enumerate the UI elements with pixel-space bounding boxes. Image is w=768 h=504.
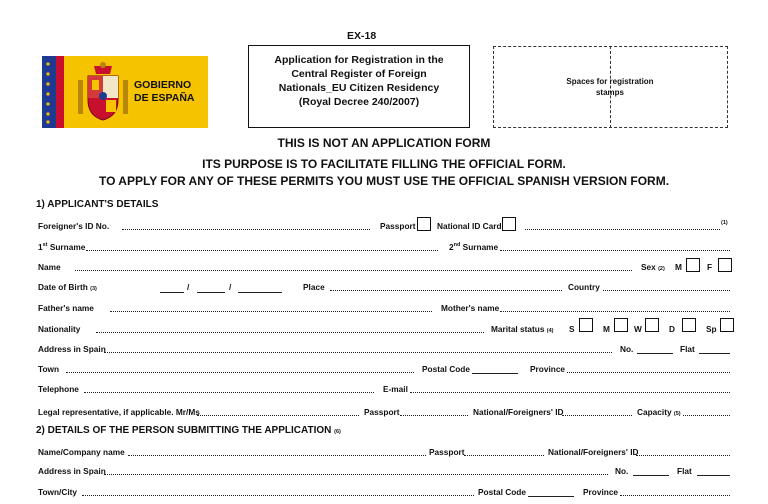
passport-checkbox[interactable]: [417, 217, 431, 231]
second-surname-sup: nd: [453, 242, 461, 249]
second-surname-label: [449, 242, 498, 252]
note-4: (4): [546, 328, 554, 334]
name-label: Name: [38, 262, 61, 272]
dob-slash-1: /: [187, 282, 190, 292]
marital-divorced-checkbox[interactable]: [682, 318, 696, 332]
marital-single-label: S: [569, 324, 575, 334]
coat-of-arms-icon: [74, 60, 132, 124]
section-1-title: 1) APPLICANT'S DETAILS: [36, 199, 159, 210]
postal-code-field[interactable]: [472, 373, 518, 374]
form-code: EX-18: [347, 30, 377, 42]
town-label: Town: [38, 364, 60, 374]
marital-widowed-label: W: [634, 324, 642, 334]
dob-label: [38, 282, 97, 292]
province-field[interactable]: [567, 372, 730, 373]
marital-divorced-label: D: [669, 324, 675, 334]
first-surname-text: Surname: [47, 242, 86, 252]
marital-status-text: Marital status: [491, 324, 545, 334]
second-surname-field[interactable]: [500, 250, 730, 251]
dob-month-field[interactable]: [197, 292, 225, 293]
note-1: (1): [721, 220, 728, 226]
note-2: (2): [658, 266, 665, 272]
dob-day-field[interactable]: [160, 292, 184, 293]
mothers-name-field[interactable]: [500, 311, 730, 312]
address-no-field[interactable]: [637, 353, 673, 354]
flat-label: Flat: [680, 344, 695, 354]
submitter-postal-code-label: Postal Code: [478, 487, 526, 497]
female-checkbox[interactable]: [718, 258, 732, 272]
foreigners-id-label: Foreigner's ID No.: [38, 221, 110, 231]
notice-official-version: TO APPLY FOR ANY OF THESE PERMITS YOU MUST USE THE OFFICIAL SPANISH VERSION FORM.: [98, 174, 670, 188]
company-name-field[interactable]: [128, 455, 426, 456]
first-surname-sup: st: [42, 242, 48, 249]
section-2-title-text: 2) DETAILS OF THE PERSON SUBMITTING THE APPLICATION: [36, 425, 332, 436]
dob-text: Date of Birth: [38, 282, 88, 292]
id-document-number-field[interactable]: [525, 229, 720, 230]
stamp-label-line-1: Spaces for registration: [566, 77, 654, 86]
dob-slash-2: /: [229, 282, 232, 292]
submitter-flat-label: Flat: [677, 466, 692, 476]
female-label: F: [707, 262, 713, 272]
place-field[interactable]: [330, 290, 562, 291]
eu-flag-stripe-icon: [42, 56, 64, 128]
government-name: [134, 79, 206, 105]
submitter-postal-code-field[interactable]: [528, 496, 574, 497]
legal-rep-national-id-field[interactable]: [562, 415, 632, 416]
country-field[interactable]: [603, 290, 730, 291]
notice-purpose: ITS PURPOSE IS TO FACILITATE FILLING THE OFFICIAL FORM.: [202, 157, 566, 171]
capacity-text: Capacity: [637, 407, 672, 417]
submitter-national-id-label: National/Foreigners' ID: [548, 447, 639, 457]
telephone-label: Telephone: [38, 384, 79, 394]
government-line-1: GOBIERNO: [134, 79, 192, 91]
address-field[interactable]: [104, 352, 612, 353]
name-field[interactable]: [75, 270, 632, 271]
sex-label: [641, 262, 665, 272]
email-field[interactable]: [410, 392, 730, 393]
foreigners-id-field[interactable]: [122, 229, 370, 230]
section-2-title: [36, 425, 341, 436]
marital-widowed-checkbox[interactable]: [645, 318, 659, 332]
submitter-town-field[interactable]: [82, 495, 474, 496]
legal-rep-passport-field[interactable]: [400, 415, 468, 416]
note-6: (6): [334, 429, 341, 435]
marital-status-label: [491, 324, 554, 334]
mothers-name-label: Mother's name: [441, 303, 500, 313]
second-surname-num: 2: [449, 242, 454, 252]
submitter-address-field[interactable]: [104, 474, 608, 475]
postal-code-label: Postal Code: [422, 364, 470, 374]
national-id-card-checkbox[interactable]: [502, 217, 516, 231]
title-line-2: Central Register of Foreign: [291, 68, 427, 80]
first-surname-field[interactable]: [86, 250, 438, 251]
national-id-card-label: National ID Card: [437, 221, 502, 231]
passport-label: Passport: [380, 221, 416, 231]
telephone-field[interactable]: [84, 392, 374, 393]
submitter-no-field[interactable]: [633, 475, 669, 476]
dob-year-field[interactable]: [238, 292, 282, 293]
legal-rep-national-id-label: National/Foreigners' ID: [473, 407, 564, 417]
submitter-no-label: No.: [615, 466, 629, 476]
marital-separated-label: Sp: [706, 324, 717, 334]
town-field[interactable]: [66, 372, 414, 373]
government-line-2: DE ESPAÑA: [134, 92, 195, 104]
capacity-label: [637, 407, 681, 417]
marital-single-checkbox[interactable]: [579, 318, 593, 332]
submitter-province-field[interactable]: [620, 495, 730, 496]
address-no-label: No.: [620, 344, 634, 354]
country-label: Country: [568, 282, 600, 292]
submitter-address-label: Address in Spain: [38, 466, 106, 476]
capacity-field[interactable]: [683, 415, 730, 416]
flat-field[interactable]: [699, 353, 730, 354]
email-label: E-mail: [383, 384, 408, 394]
fathers-name-label: Father's name: [38, 303, 94, 313]
title-line-4: (Royal Decree 240/2007): [298, 96, 420, 108]
submitter-province-label: Province: [583, 487, 619, 497]
first-surname-num: 1: [38, 242, 43, 252]
notice-not-application: THIS IS NOT AN APPLICATION FORM: [277, 136, 491, 150]
stamp-label: [560, 76, 660, 98]
submitter-flat-field[interactable]: [697, 475, 730, 476]
nationality-label: Nationality: [38, 324, 81, 334]
province-label: Province: [530, 364, 566, 374]
nationality-field[interactable]: [96, 332, 484, 333]
title-line-1: Application for Registration in the: [274, 54, 444, 66]
company-name-label: Name/Company name: [38, 447, 125, 457]
application-title: [250, 53, 468, 109]
submitter-passport-label: Passport: [429, 447, 465, 457]
submitter-town-label: Town/City: [38, 487, 78, 497]
stamp-label-line-2: stamps: [595, 88, 624, 97]
legal-rep-label: Legal representative, if applicable. Mr/Ms: [38, 407, 200, 417]
submitter-passport-field[interactable]: [464, 455, 544, 456]
marital-separated-checkbox[interactable]: [720, 318, 734, 332]
legal-rep-passport-label: Passport: [364, 407, 400, 417]
first-surname-label: [38, 242, 85, 252]
legal-rep-field[interactable]: [197, 415, 359, 416]
marital-married-checkbox[interactable]: [614, 318, 628, 332]
place-label: Place: [303, 282, 325, 292]
address-label: Address in Spain: [38, 344, 106, 354]
sex-text: Sex: [641, 262, 656, 272]
marital-married-label: M: [603, 324, 610, 334]
title-line-3: Nationals_EU Citizen Residency: [278, 82, 440, 94]
fathers-name-field[interactable]: [110, 311, 432, 312]
second-surname-text: Surname: [460, 242, 499, 252]
male-label: M: [675, 262, 682, 272]
note-5: (5): [673, 411, 681, 417]
submitter-national-id-field[interactable]: [636, 455, 730, 456]
note-3: (3): [90, 286, 97, 292]
male-checkbox[interactable]: [686, 258, 700, 272]
